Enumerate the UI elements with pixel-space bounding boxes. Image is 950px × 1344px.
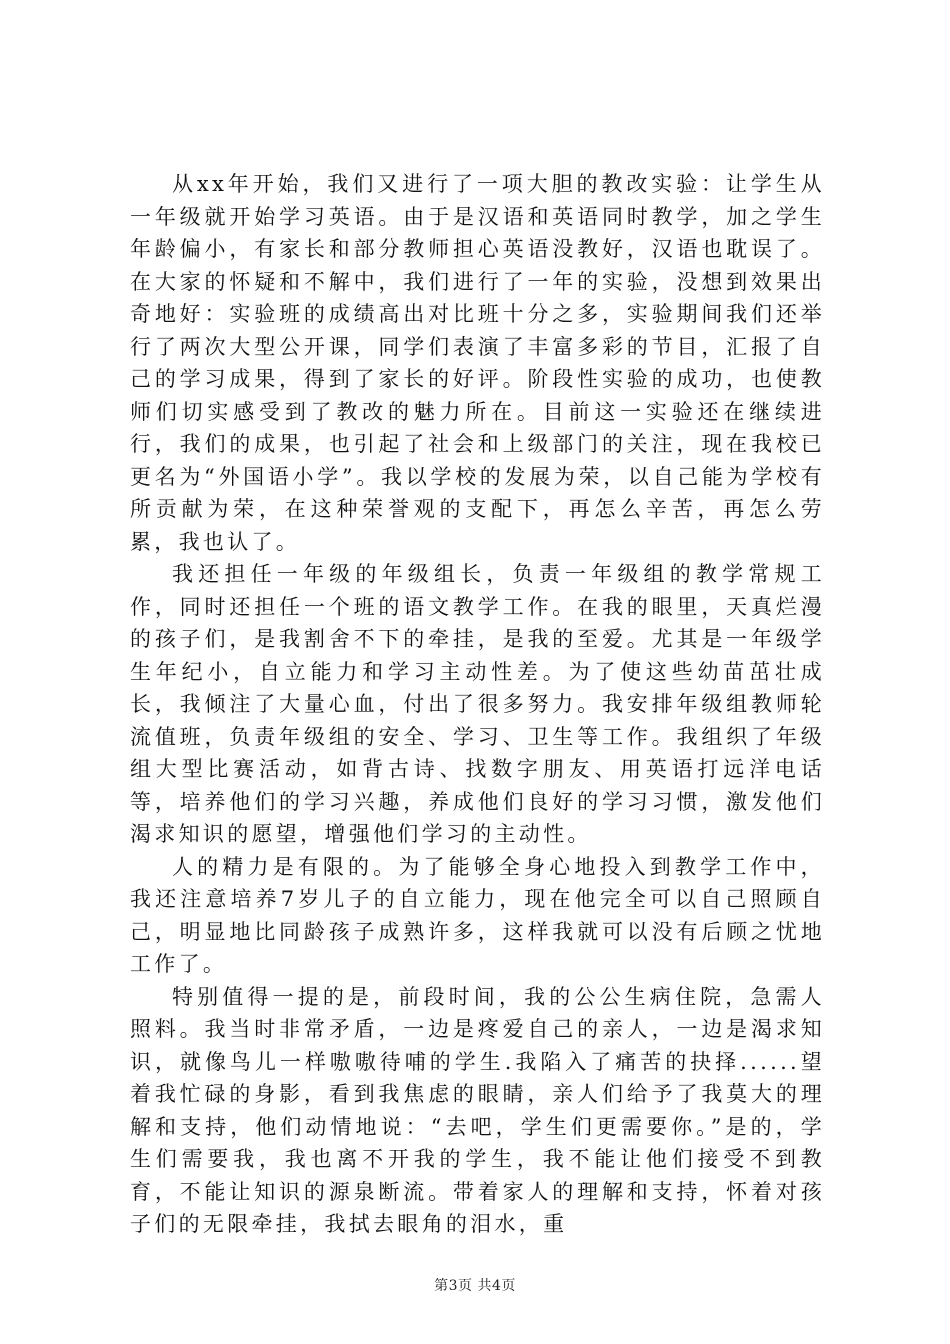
page-number-footer: 第3页 共4页 bbox=[434, 1278, 516, 1294]
paragraph-1: 从xx年开始，我们又进行了一项大胆的教改实验：让学生从一年级就开始学习英语。由于是汉语和英语同时教学，加之学生年龄偏小，有家长和部分教师担心英语没教好，汉语也耽误了。在大家的怀疑和不解中，我们进行了一年的实验，没想到效果出奇地好：实验班的成绩高出对比班十分之多，实验期间我们还举行了两次大型公开课，同学们表演了丰富多彩的节目，汇报了自己的学习成果，得到了家长的好评。阶段性实验的成功，也使教师们切实感受到了教改的魅力所在。目前这一实验还在继续进行，我们的成果，也引起了社会和上级部门的关注，现在我校已更名为“外国语小学”。我以学校的发展为荣，以自己能为学校有所贡献为荣，在这种荣誉观的支配下，再怎么辛苦，再怎么劳累，我也认了。 bbox=[130, 172, 825, 554]
paragraph-2: 我还担任一年级的年级组长，负责一年级组的教学常规工作，同时还担任一个班的语文教学工作。在我的眼里，天真烂漫的孩子们，是我割舍不下的牵挂，是我的至爱。尤其是一年级学生年纪小，自立能力和学习主动性差。为了使这些幼苗茁壮成长，我倾注了大量心血，付出了很多努力。我安排年级组教师轮流值班，负责年级组的安全、学习、卫生等工作。我组织了年级组大型比赛活动，如背古诗、找数字朋友、用英语打远洋电话等，培养他们的学习兴趣，养成他们良好的学习习惯，激发他们渴求知识的愿望，增强他们学习的主动性。 bbox=[130, 562, 825, 846]
paragraph-3: 人的精力是有限的。为了能够全身心地投入到教学工作中，我还注意培养7岁儿子的自立能力，现在他完全可以自己照顾自己，明显地比同龄孩子成熟许多，这样我就可以没有后顾之忧地工作了。 bbox=[130, 854, 825, 976]
paragraph-4: 特别值得一提的是，前段时间，我的公公生病住院，急需人照料。我当时非常矛盾，一边是疼爱自己的亲人，一边是渴求知识，就像鸟儿一样嗷嗷待哺的学生.我陷入了痛苦的抉择......望着我忙碌的身影，看到我焦虑的眼睛，亲人们给予了我莫大的理解和支持，他们动情地说：“去吧，学生们更需要你。”是的，学生们需要我，我也离不开我的学生，我不能让他们接受不到教育，不能让知识的源泉断流。带着家人的理解和支持，怀着对孩子们的无限牵挂，我拭去眼角的泪水，重 bbox=[130, 984, 825, 1236]
document-body bbox=[130, 168, 825, 1241]
